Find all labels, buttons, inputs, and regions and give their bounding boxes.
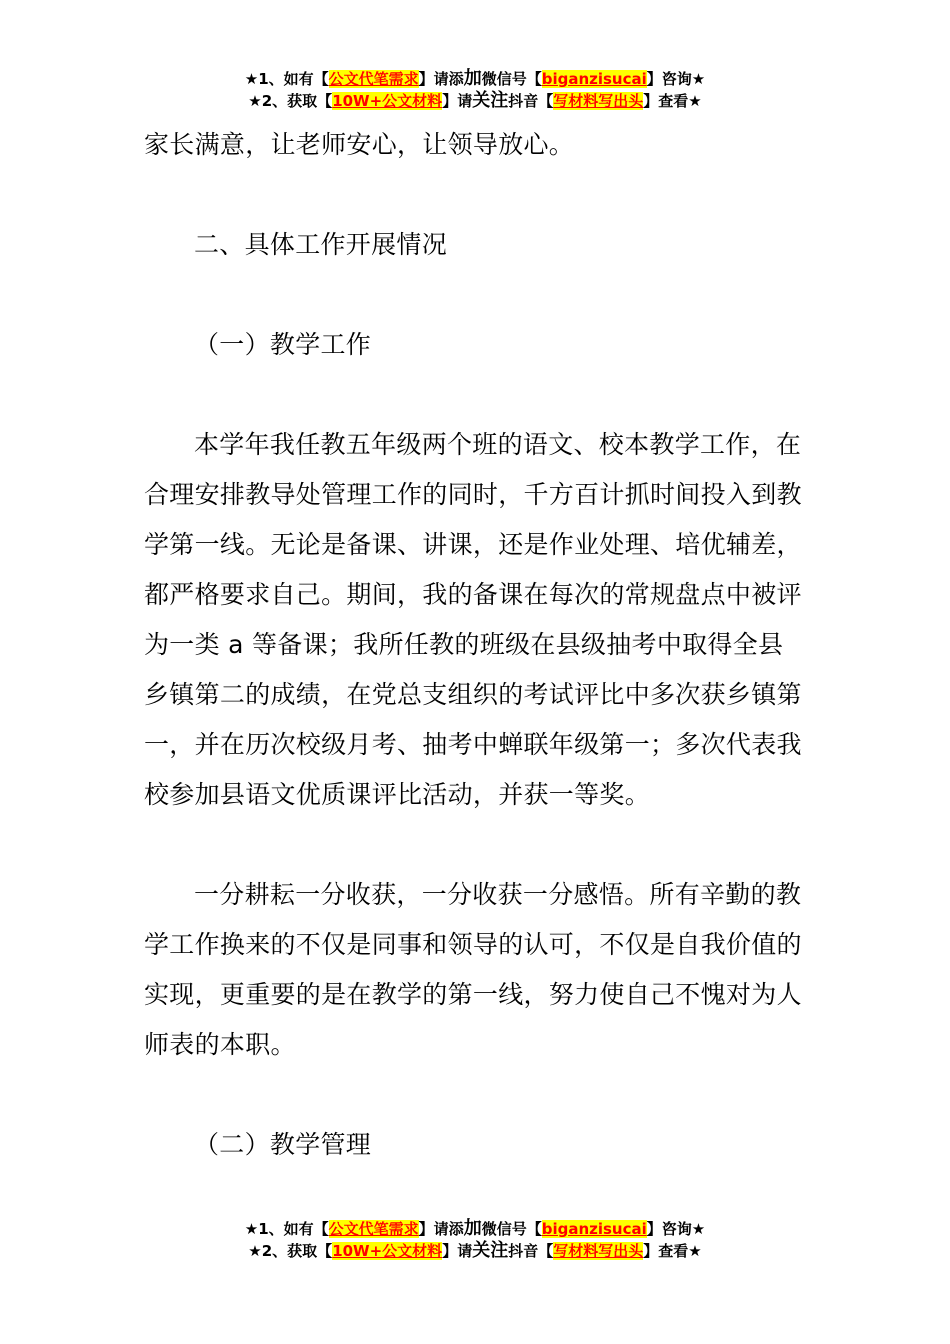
ad-highlight-douyin: 写材料写出头 bbox=[553, 92, 644, 110]
ad-highlight-service: 公文代笔需求 bbox=[328, 70, 419, 88]
paragraph-reflection: 一分耕耘一分收获，一分收获一分感悟。所有辛勤的教学工作换来的不仅是同事和领导的认可，不仅是自我价值的实现，更重要的是在教学的第一线，努力使自己不愧对为人师表的本职。 bbox=[144, 880, 802, 1059]
section-title: 二、具体工作开展情况 bbox=[194, 230, 448, 259]
ad-line-2: ★2、获取【10W+公文材料】请关注抖音【写材料写出头】查看★ bbox=[248, 1240, 702, 1261]
ad-highlight-materials: 10W+公文材料 bbox=[332, 92, 443, 110]
ad-line-2: ★2、获取【10W+公文材料】请关注抖音【写材料写出头】查看★ bbox=[248, 90, 702, 111]
ad-highlight-wechat: biganzisucai bbox=[541, 70, 647, 88]
header-ad-banner bbox=[0, 68, 950, 112]
ad-highlight-wechat: biganzisucai bbox=[541, 1220, 647, 1238]
subsection-title-teaching: （一）教学工作 bbox=[194, 330, 372, 359]
subsection-title-management: （二）教学管理 bbox=[194, 1130, 372, 1159]
document-body bbox=[144, 120, 806, 1170]
ad-highlight-materials: 10W+公文材料 bbox=[332, 1242, 443, 1260]
ad-line-1: ★1、如有【公文代笔需求】请添加微信号【biganzisucai】咨询★ bbox=[244, 68, 706, 89]
intro-tail: 家长满意，让老师安心，让领导放心。 bbox=[144, 130, 575, 159]
ad-highlight-service: 公文代笔需求 bbox=[328, 1220, 419, 1238]
paragraph-teaching: 本学年我任教五年级两个班的语文、校本教学工作，在合理安排教导处管理工作的同时，千方百计抓时间投入到教学第一线。无论是备课、讲课，还是作业处理、培优辅差，都严格要求自己。期间，我的备课在每次的常规盘点中被评为一类 a 等备课；我所任教的班级在县级抽考中取得全县乡镇第二的成绩，在党总支组织的考试评比中多次获乡镇第一，并在历次校级月考、抽考中蝉联年级第一；多次代表我校参加县语文优质课评比活动，并获一等奖。 bbox=[144, 430, 802, 809]
ad-line-1: ★1、如有【公文代笔需求】请添加微信号【biganzisucai】咨询★ bbox=[244, 1218, 706, 1239]
ad-highlight-douyin: 写材料写出头 bbox=[553, 1242, 644, 1260]
footer-ad-banner bbox=[0, 1218, 950, 1262]
